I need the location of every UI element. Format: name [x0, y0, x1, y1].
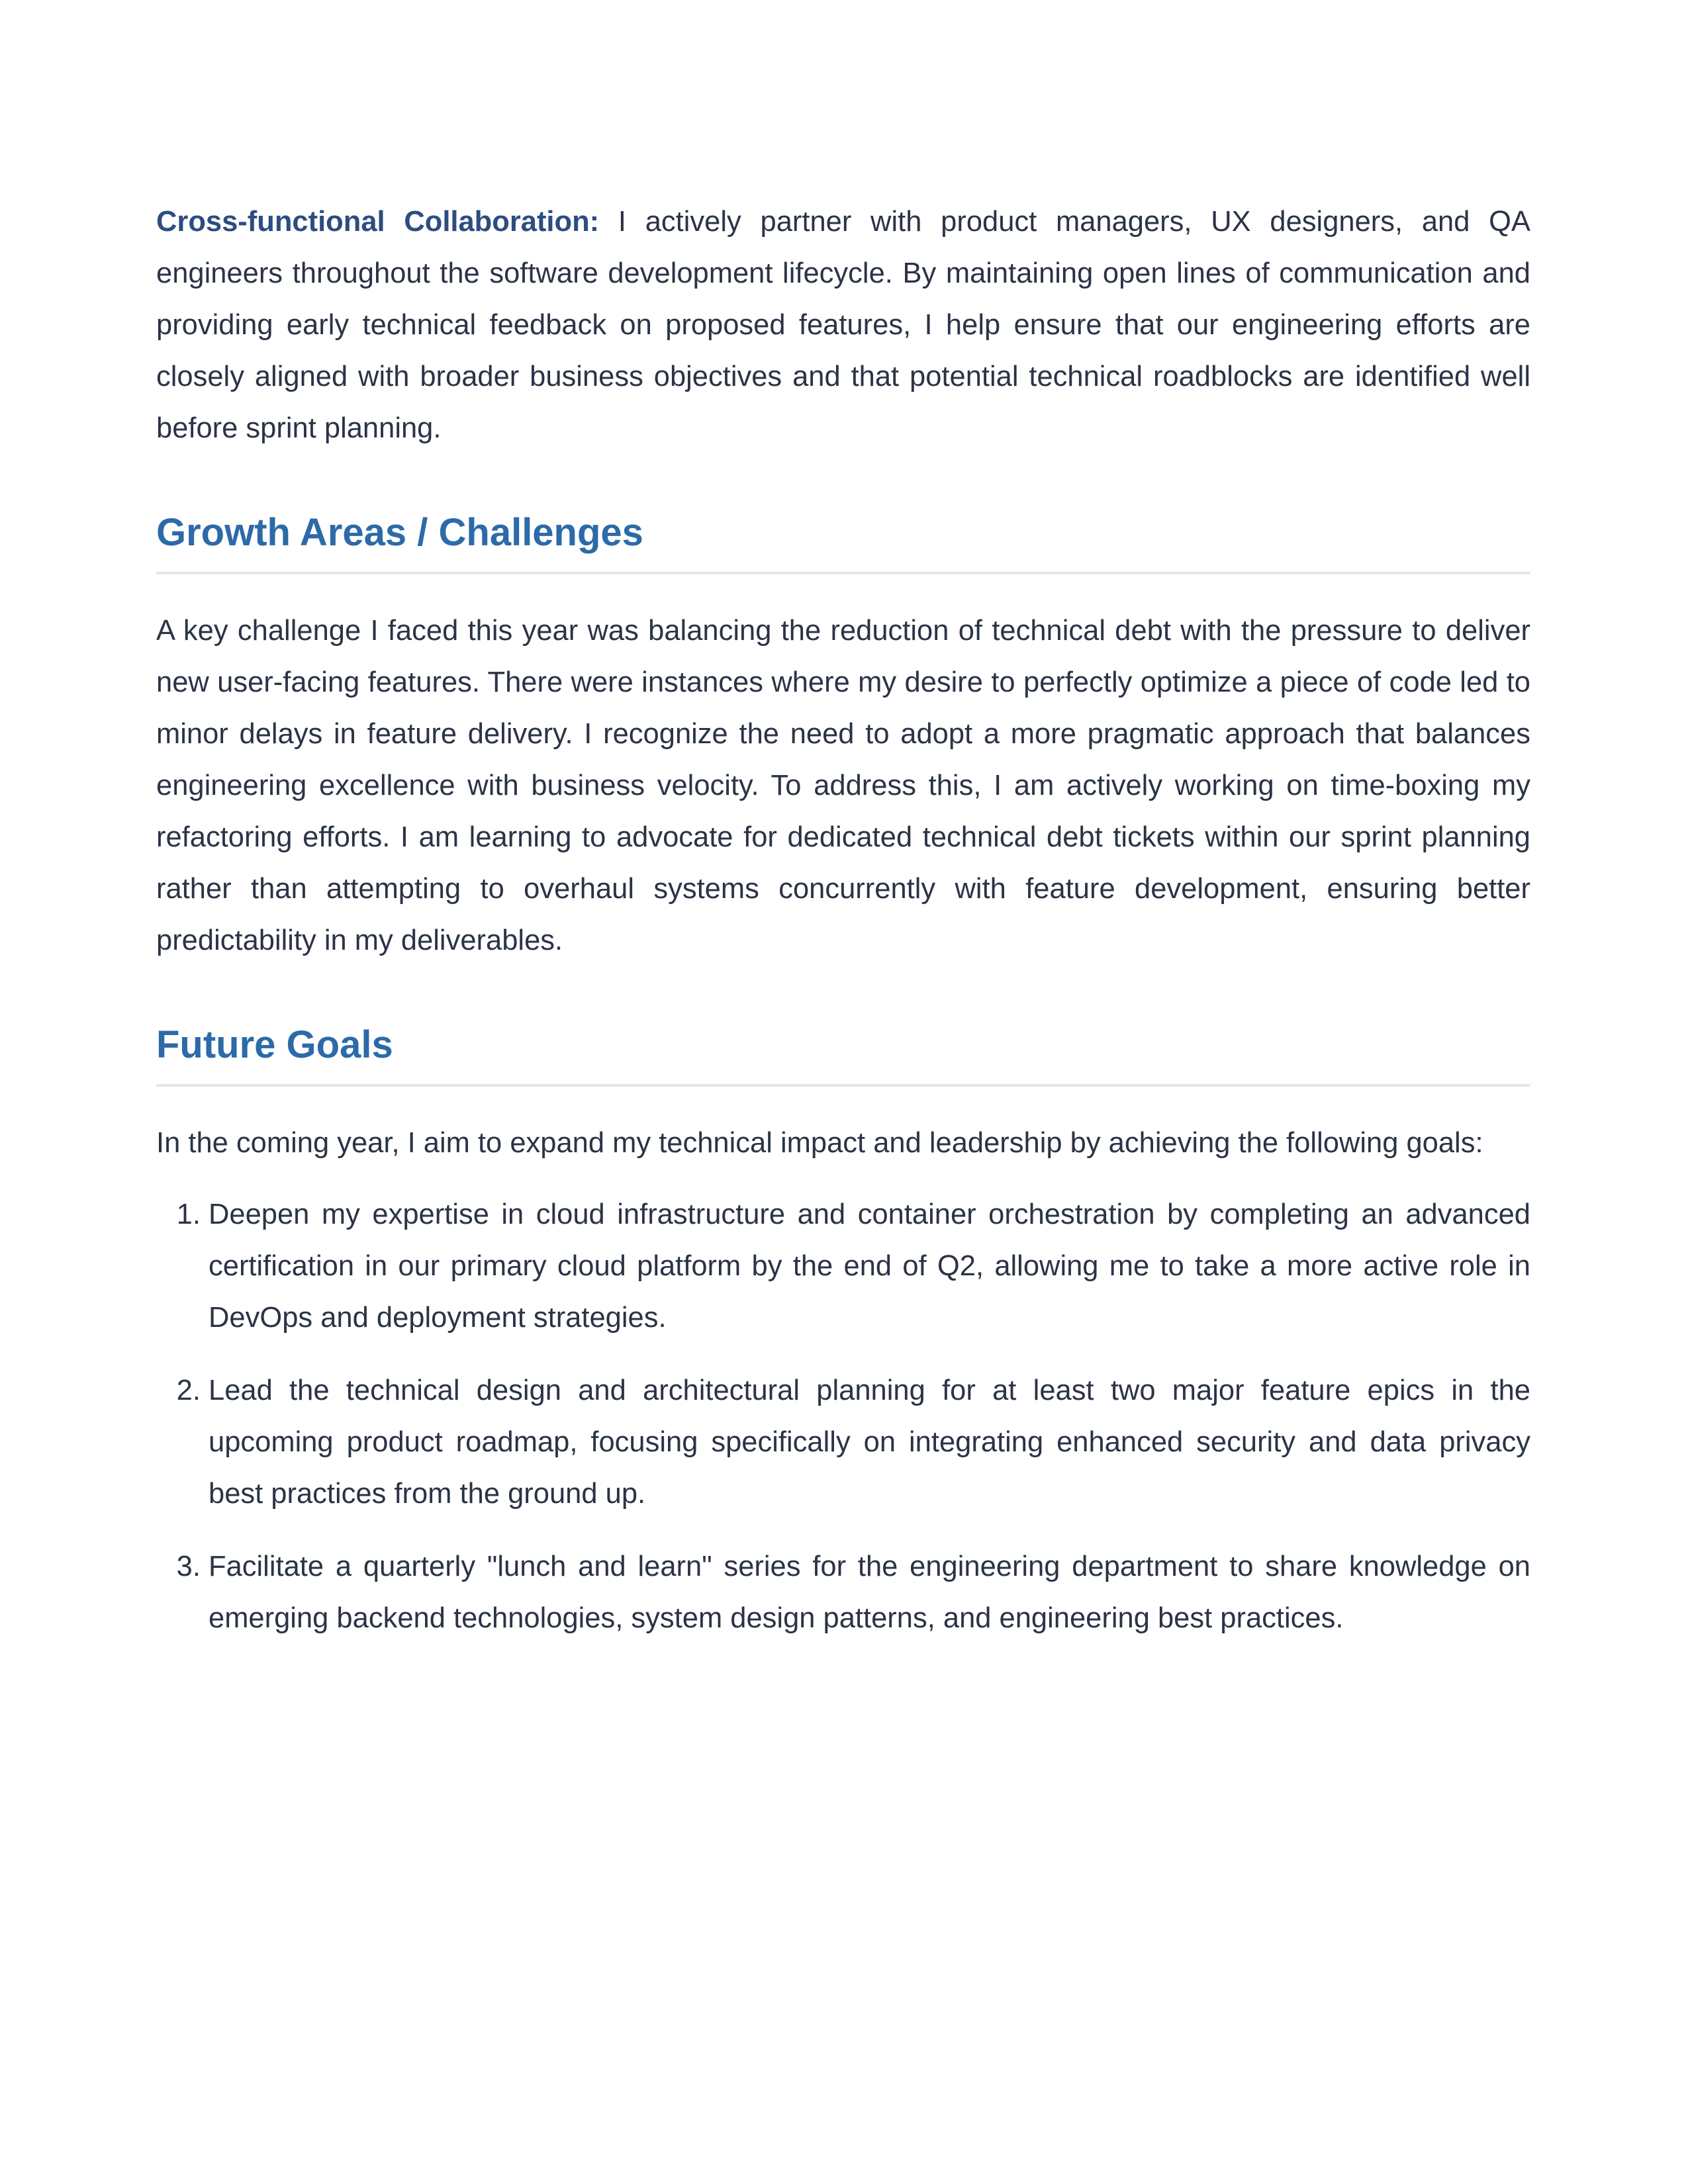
goals-section: [156, 1019, 1530, 1644]
collaboration-text: I actively partner with product managers, UX designers, and QA engineers throughout the software development lifecycle. By maintaining open lines of communication and providing early technical feedback on proposed features, I help ensure that our engineering efforts are closely aligned with broader business objectives and that potential technical roadblocks are identified well before sprint planning.: [156, 206, 1530, 444]
collaboration-paragraph: [156, 196, 1530, 454]
goal-item: 1. Deepen my expertise in cloud infrastructure and container orchestration by completing an advanced certification in our primary cloud platform by the end of Q2, allowing me to take a more active role in DevOps and deployment strategies.: [209, 1189, 1530, 1343]
goals-heading: Future Goals: [156, 1019, 1530, 1087]
growth-paragraph: A key challenge I faced this year was balancing the reduction of technical debt with the pressure to deliver new user-facing features. There were instances where my desire to perfectly optimize a piece of code led to minor delays in feature delivery. I recognize the need to adopt a more pragmatic approach that balances engineering excellence with business velocity. To address this, I am actively working on time-boxing my refactoring efforts. I am learning to advocate for dedicated technical debt tickets within our sprint planning rather than attempting to overhaul systems concurrently with feature development, ensuring better predictability in my deliverables.: [156, 615, 1530, 956]
goal-item: 3. Facilitate a quarterly "lunch and learn" series for the engineering department to share knowledge on emerging backend technologies, system design patterns, and engineering best practices.: [209, 1541, 1530, 1644]
collaboration-section: [156, 196, 1530, 454]
collaboration-label: Cross-functional Collaboration:: [156, 206, 600, 238]
document-page: [156, 196, 1530, 1665]
goal-item: 2. Lead the technical design and architectural planning for at least two major feature epics in the upcoming product roadmap, focusing specifically on integrating enhanced security and data privacy best practices from the ground up.: [209, 1365, 1530, 1520]
goals-list: [156, 1189, 1530, 1644]
goals-intro: In the coming year, I aim to expand my technical impact and leadership by achieving the following goals:: [156, 1127, 1483, 1159]
growth-heading: Growth Areas / Challenges: [156, 507, 1530, 574]
growth-section: [156, 507, 1530, 966]
